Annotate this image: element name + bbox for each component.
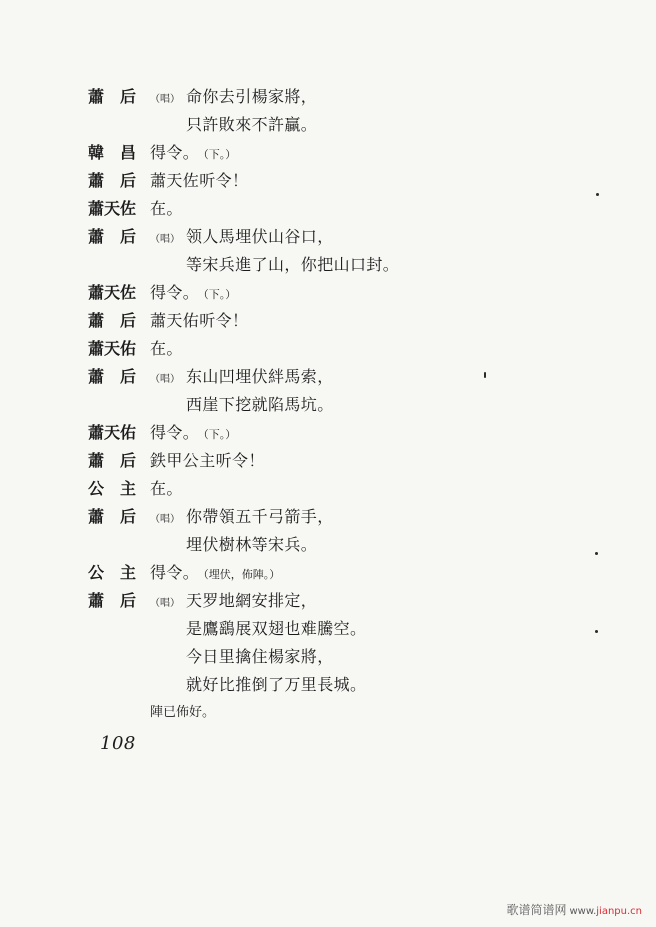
- singing-cue: （唱）: [150, 514, 180, 525]
- stage-direction: （下。）: [203, 428, 237, 441]
- script-entry-continuation: [0, 391, 656, 419]
- speaker-name: 公主: [88, 479, 136, 498]
- dialogue-text: [150, 223, 334, 254]
- speaker-name: 蕭后: [88, 367, 136, 386]
- speaker-name: 蕭后: [88, 227, 136, 246]
- page-number: 108: [100, 733, 136, 754]
- script-entry: [0, 559, 656, 587]
- stage-direction: 陣已佈好。: [150, 705, 216, 720]
- script-entry: [0, 699, 656, 727]
- script-entry: [0, 475, 656, 503]
- script-entry: [0, 167, 656, 195]
- spoken-line: 得令。: [150, 563, 200, 582]
- script-entry-continuation: [0, 643, 656, 671]
- spoken-line: 得令。: [150, 423, 200, 442]
- lyric-line: 只許敗來不許贏。: [186, 115, 318, 134]
- dialogue-text: [150, 139, 236, 169]
- watermark: [506, 901, 642, 918]
- script-entry-continuation: [0, 111, 656, 139]
- lyric-line: 东山凹埋伏絆馬索，: [186, 367, 334, 386]
- singing-cue: （唱）: [150, 94, 180, 105]
- script-entry: [0, 335, 656, 363]
- spoken-line: 蕭天佐听令！: [150, 171, 249, 190]
- scan-speck: [595, 552, 598, 555]
- script-entry: [0, 447, 656, 475]
- speaker-name: 蕭天佐: [88, 283, 137, 302]
- lyric-line: 命你去引楊家將，: [186, 87, 318, 106]
- spoken-line: 鉄甲公主听令！: [150, 451, 265, 470]
- speaker-name: 蕭后: [88, 311, 136, 330]
- scan-speck: [484, 372, 486, 378]
- lyric-line: 是鷹鷂展双翅也难騰空。: [186, 619, 367, 638]
- dialogue-text: [150, 503, 334, 534]
- stage-direction: （埋伏，佈陣。）: [203, 568, 281, 581]
- lyric-line: 等宋兵進了山，你把山口封。: [186, 255, 400, 274]
- lyric-line: 领人馬埋伏山谷口，: [186, 227, 334, 246]
- script-entry: [0, 587, 656, 615]
- speaker-name: 蕭天佑: [88, 423, 137, 442]
- speaker-name: 蕭天佑: [88, 339, 137, 358]
- speaker-name: 蕭后: [88, 507, 136, 526]
- spoken-line: 在。: [150, 199, 183, 218]
- speaker-name: 蕭后: [88, 87, 136, 106]
- lyric-line: 就好比推倒了万里長城。: [186, 675, 367, 694]
- script-entry: [0, 503, 656, 531]
- lyric-line: 天罗地網安排定，: [186, 591, 318, 610]
- speaker-name: 公主: [88, 563, 136, 582]
- speaker-name: 蕭后: [88, 451, 136, 470]
- script-entry-continuation: [0, 251, 656, 279]
- spoken-line: 得令。: [150, 143, 200, 162]
- stage-direction: （下。）: [203, 288, 237, 301]
- spoken-line: 在。: [150, 339, 183, 358]
- watermark-url-domain: jianpu.cn: [596, 906, 642, 917]
- script-entry: [0, 279, 656, 307]
- dialogue-text: [150, 559, 280, 589]
- script-entry: [0, 139, 656, 167]
- lyric-line: 今日里擒住楊家將，: [186, 647, 334, 666]
- script-entry-continuation: [0, 671, 656, 699]
- spoken-line: 在。: [150, 479, 183, 498]
- spoken-line: 得令。: [150, 283, 200, 302]
- dialogue-text: [150, 83, 317, 114]
- dialogue-text: [150, 587, 317, 618]
- singing-cue: （唱）: [150, 598, 180, 609]
- stage-direction: （下。）: [203, 148, 237, 161]
- watermark-site-name: 歌谱简谱网: [506, 903, 567, 917]
- lyric-line: 埋伏樹林等宋兵。: [186, 535, 318, 554]
- lyric-line: 西崖下挖就陷馬坑。: [186, 395, 334, 414]
- dialogue-text: [150, 363, 334, 394]
- scan-speck: [595, 630, 598, 633]
- script-entry: [0, 223, 656, 251]
- script-entry: [0, 195, 656, 223]
- speaker-name: 蕭后: [88, 171, 136, 190]
- watermark-url-prefix: www.: [569, 906, 597, 917]
- lyric-line: 你帶領五千弓箭手，: [186, 507, 334, 526]
- singing-cue: （唱）: [150, 234, 180, 245]
- speaker-name: 蕭天佐: [88, 199, 137, 218]
- dialogue-text: [150, 279, 236, 309]
- script-entry-continuation: [0, 531, 656, 559]
- script-entry: [0, 419, 656, 447]
- speaker-name: 韓昌: [88, 143, 136, 162]
- singing-cue: （唱）: [150, 374, 180, 385]
- speaker-name: 蕭后: [88, 591, 136, 610]
- script-body: [0, 83, 656, 727]
- script-entry: [0, 307, 656, 335]
- script-entry-continuation: [0, 615, 656, 643]
- scan-speck: [596, 193, 599, 196]
- dialogue-text: [150, 419, 236, 449]
- script-entry: [0, 83, 656, 111]
- script-entry: [0, 363, 656, 391]
- spoken-line: 蕭天佑听令！: [150, 311, 249, 330]
